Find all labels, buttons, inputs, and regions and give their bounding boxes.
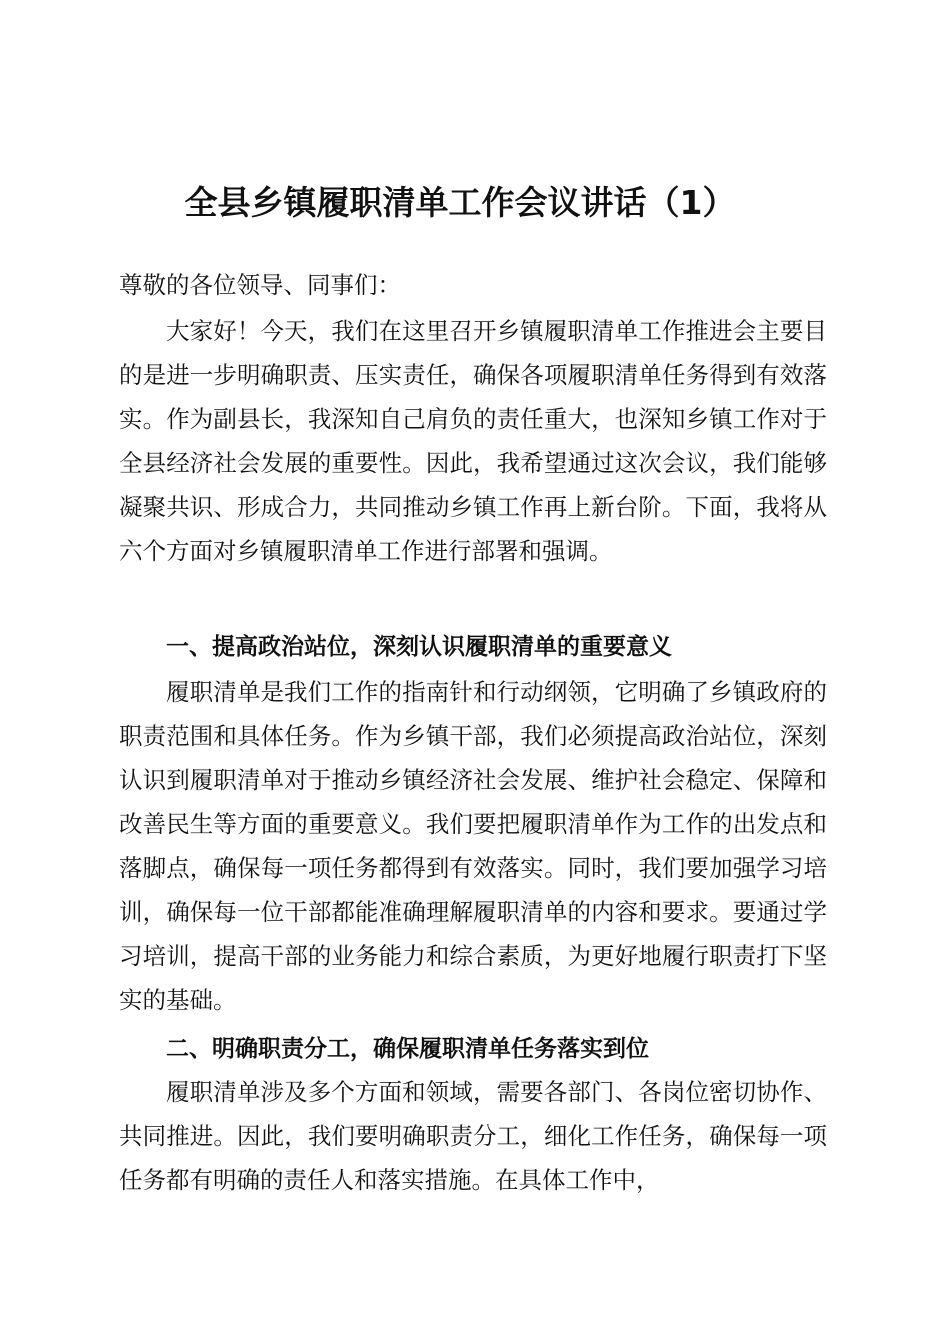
section-heading-2: 二、明确职责分工，确保履职清单任务落实到位 bbox=[166, 1036, 649, 1062]
section-heading-1: 一、提高政治站位，深刻认识履职清单的重要意义 bbox=[166, 634, 672, 660]
document-title: 全县乡镇履职清单工作会议讲话（1） bbox=[184, 183, 736, 222]
section-paragraph-1: 履职清单是我们工作的指南针和行动纲领，它明确了乡镇政府的职责范围和具体任务。作为乡镇干部，我们必须提高政治站位，深刻认识到履职清单对于推动乡镇经济社会发展、维护社会稳定、保障和改善民生等方面的重要意义。我们要把履职清单作为工作的出发点和落脚点，确保每一项任务都得到有效落实。同时，我们要加强学习培训，确保每一位干部都能准确理解履职清单的内容和要求。要通过学习培训，提高干部的业务能力和综合素质，为更好地履行职责打下坚实的基础。 bbox=[119, 678, 827, 1014]
intro-paragraph: 大家好！今天，我们在这里召开乡镇履职清单工作推进会主要目的是进一步明确职责、压实责任，确保各项履职清单任务得到有效落实。作为副县长，我深知自己肩负的责任重大，也深知乡镇工作对于全县经济社会发展的重要性。因此，我希望通过这次会议，我们能够凝聚共识、形成合力，共同推动乡镇工作再上新台阶。下面，我将从六个方面对乡镇履职清单工作进行部署和强调。 bbox=[119, 317, 827, 565]
section-paragraph-2: 履职清单涉及多个方面和领域，需要各部门、各岗位密切协作、共同推进。因此，我们要明确职责分工，细化工作任务，确保每一项任务都有明确的责任人和落实措施。在具体工作中， bbox=[119, 1078, 827, 1194]
salutation: 尊敬的各位领导、同事们： bbox=[119, 271, 401, 299]
